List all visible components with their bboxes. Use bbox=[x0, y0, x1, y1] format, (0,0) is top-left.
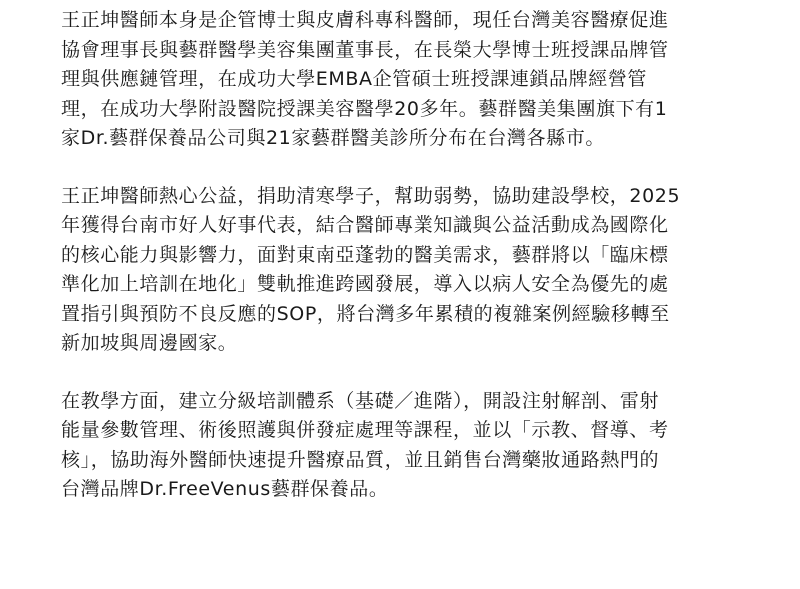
paragraph-line: 王正坤醫師熱心公益，捐助清寒學子，幫助弱勢，協助建設學校，2025 bbox=[61, 184, 681, 207]
paragraph-line: 年獲得台南市好人好事代表，結合醫師專業知識與公益活動成為國際化 bbox=[61, 214, 669, 236]
paragraph-line: 準化加上培訓在地化」雙軌推進跨國發展，導入以病人安全為優先的處 bbox=[61, 273, 669, 295]
paragraph-2 bbox=[61, 182, 745, 359]
paragraph-line: 新加坡與周邊國家。 bbox=[61, 332, 238, 354]
paragraph-line: 協會理事長與藝群醫學美容集團董事長，在長榮大學博士班授課品牌管 bbox=[61, 38, 669, 61]
paragraph-line: 核」，協助海外醫師快速提升醫療品質，並且銷售台灣藥妝通路熱門的 bbox=[61, 448, 660, 471]
paragraph-1 bbox=[61, 6, 745, 154]
paragraph-3 bbox=[61, 387, 745, 505]
paragraph-line: 王正坤醫師本身是企管博士與皮膚科專科醫師，現任台灣美容醫療促進 bbox=[61, 9, 669, 31]
paragraph-line: 在教學方面，建立分級培訓體系（基礎／進階），開設注射解剖、雷射 bbox=[61, 389, 660, 412]
paragraph-line: 能量參數管理、術後照護與併發症處理等課程，並以「示教、督導、考 bbox=[61, 419, 669, 441]
paragraph-line: 家Dr.藝群保養品公司與21家藝群醫美診所分布在台灣各縣市。 bbox=[61, 127, 605, 149]
paragraph-line: 理，在成功大學附設醫院授課美容醫學20多年。藝群醫美集團旗下有1 bbox=[61, 97, 668, 120]
article-body bbox=[61, 6, 745, 505]
paragraph-line: 置指引與預防不良反應的SOP，將台灣多年累積的複雜案例經驗移轉至 bbox=[61, 302, 670, 325]
paragraph-line: 台灣品牌Dr.FreeVenus藝群保養品。 bbox=[61, 478, 389, 500]
paragraph-line: 理與供應鏈管理，在成功大學EMBA企管碩士班授課連鎖品牌經營管 bbox=[61, 68, 648, 90]
paragraph-line: 的核心能力與影響力，面對東南亞蓬勃的醫美需求，藝群將以「臨床標 bbox=[61, 243, 669, 266]
